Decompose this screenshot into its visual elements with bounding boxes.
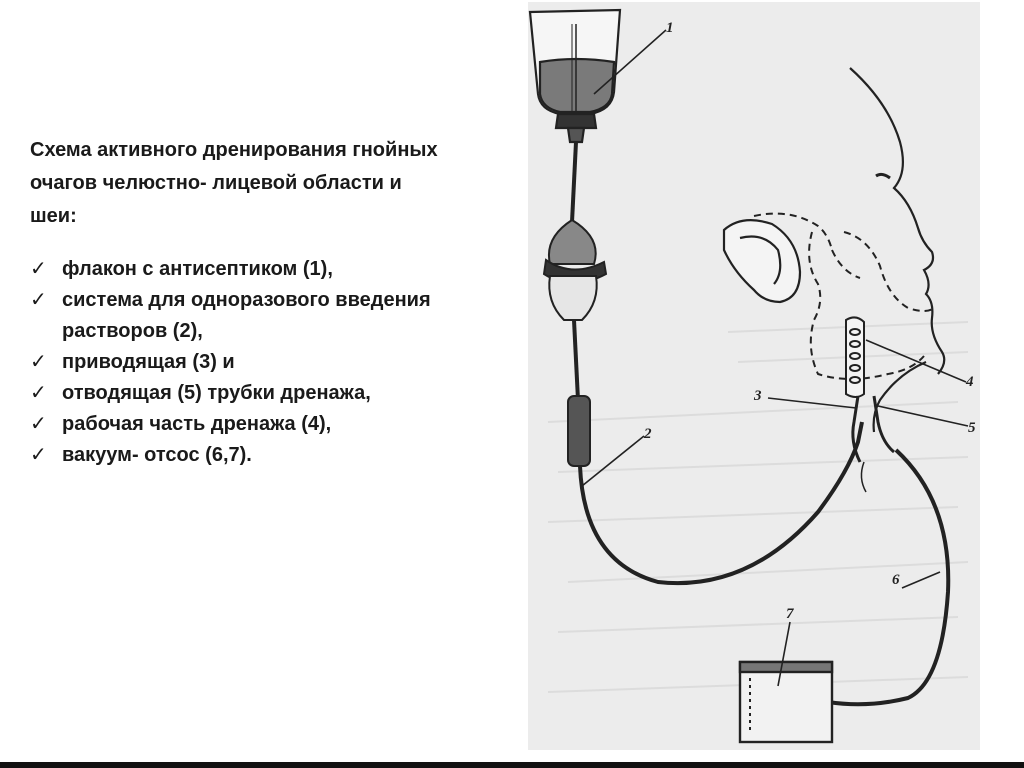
list-item-text: вакуум- отсос (6,7). [62,444,252,466]
slide-title: Схема активного дренирования гнойных очагов челюстно- лицевой области и шеи: [30,139,438,227]
outflow-tube [828,450,948,704]
list-item [30,440,470,471]
drainage-diagram [528,2,980,750]
checkmark-icon: ✓ [30,444,47,466]
label-2: 2 [644,426,652,442]
list-item [30,285,470,347]
label-3: 3 [754,388,762,404]
list-item [30,347,470,378]
antiseptic-bottle-icon [530,10,620,142]
vacuum-container-icon [740,662,832,742]
label-1: 1 [666,20,674,36]
label-5: 5 [968,420,976,436]
list-item-text: отводящая (5) трубки дренажа, [62,382,371,404]
list-item-text: система для одноразового введения растворов (2), [62,289,431,342]
list-item [30,409,470,440]
list-item [30,254,470,285]
label-leaders [582,30,968,686]
list-item-text: флакон с антисептиком (1), [62,258,333,280]
dropper-chamber-icon [544,220,606,320]
background-texture [548,322,968,692]
slide-bottom-border [0,762,1024,768]
list-item-text: приводящая (3) и [62,351,235,373]
checkmark-icon: ✓ [30,413,47,435]
list-item [30,378,470,409]
checkmark-icon: ✓ [30,258,47,280]
list-item-text: рабочая часть дренажа (4), [62,413,332,435]
tube-clamp-icon [568,396,590,466]
infusion-tube-lower [574,320,578,400]
drain-working-part-icon [846,317,864,397]
label-7: 7 [786,606,794,622]
checkmark-icon: ✓ [30,289,47,311]
checkmark-icon: ✓ [30,351,47,373]
label-6: 6 [892,572,900,588]
ear-icon [724,220,800,302]
label-4: 4 [966,374,974,390]
drainage-diagram-svg [528,2,980,750]
inflow-tube [580,422,862,583]
checkmark-icon: ✓ [30,382,47,404]
infusion-tube [572,142,576,222]
component-list [30,254,470,471]
